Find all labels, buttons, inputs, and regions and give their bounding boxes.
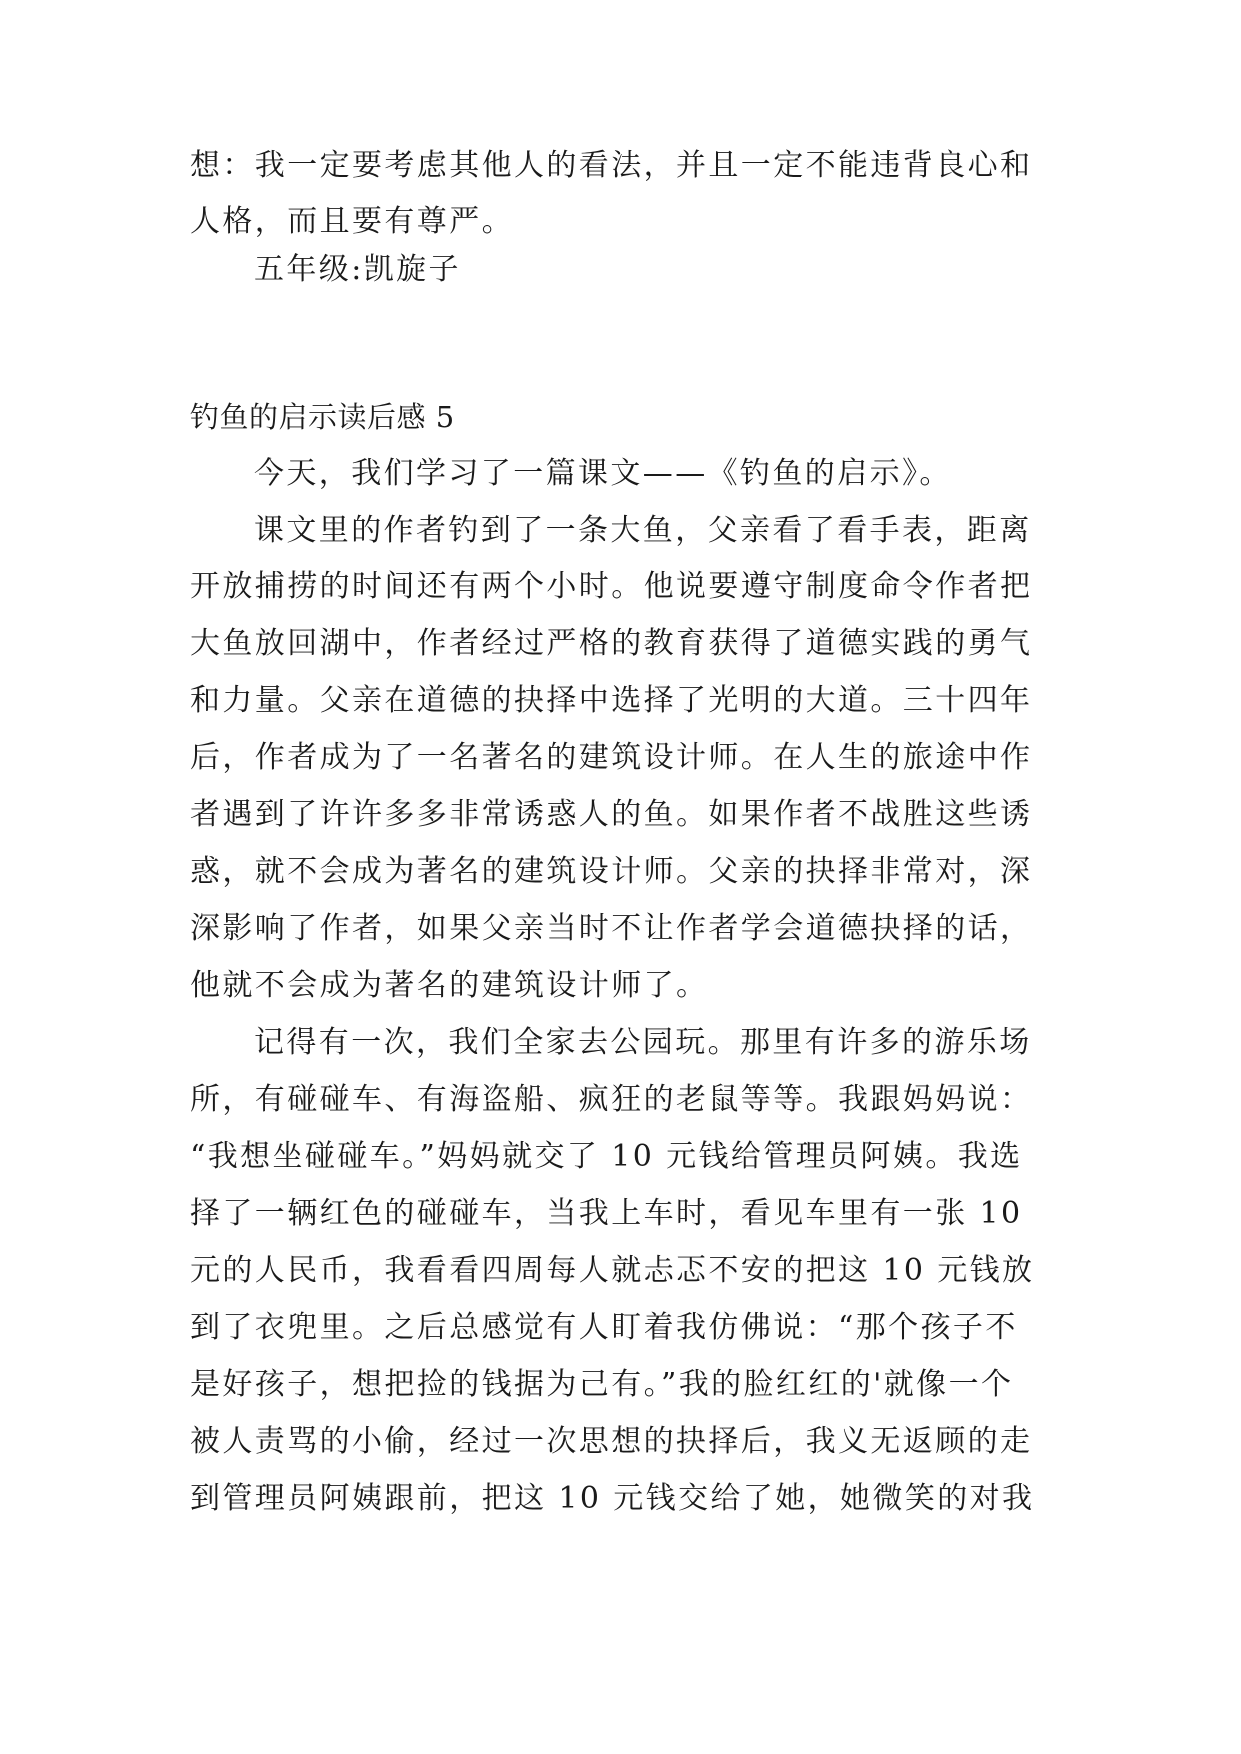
text-line: 到管理员阿姨跟前，把这 10 元钱交给了她，她微笑的对我 — [190, 1481, 1035, 1516]
text-line: 到了衣兜里。之后总感觉有人盯着我仿佛说：“那个孩子不 — [190, 1310, 1018, 1345]
text-line: 人格，而且要有尊严。 — [190, 204, 514, 239]
section-heading: 钓鱼的启示读后感 5 — [190, 400, 455, 434]
text-line: 大鱼放回湖中，作者经过严格的教育获得了道德实践的勇气 — [190, 626, 1033, 661]
text-line: 择了一辆红色的碰碰车，当我上车时，看见车里有一张 10 — [190, 1196, 1023, 1231]
text-line: 后，作者成为了一名著名的建筑设计师。在人生的旅途中作 — [190, 740, 1033, 775]
text-line: 是好孩子，想把捡的钱据为己有。”我的脸红红的'就像一个 — [190, 1367, 1014, 1402]
text-line: 课文里的作者钓到了一条大鱼，父亲看了看手表，距离 — [254, 513, 1032, 548]
text-line: 所，有碰碰车、有海盗船、疯狂的老鼠等等。我跟妈妈说： — [190, 1082, 1033, 1117]
text-line: 想：我一定要考虑其他人的看法，并且一定不能违背良心和 — [190, 148, 1033, 183]
text-line: 和力量。父亲在道德的抉择中选择了光明的大道。三十四年 — [190, 683, 1033, 718]
text-line: 开放捕捞的时间还有两个小时。他说要遵守制度命令作者把 — [190, 569, 1033, 604]
text-line: 他就不会成为著名的建筑设计师了。 — [190, 968, 709, 1003]
text-line: “我想坐碰碰车。”妈妈就交了 10 元钱给管理员阿姨。我选 — [190, 1139, 1023, 1174]
text-line: 元的人民币，我看看四周每人就忐忑不安的把这 10 元钱放 — [190, 1253, 1035, 1288]
text-line: 记得有一次，我们全家去公园玩。那里有许多的游乐场 — [254, 1025, 1032, 1060]
text-line: 深影响了作者，如果父亲当时不让作者学会道德抉择的话， — [190, 911, 1033, 946]
signature-line: 五年级:凯旋子 — [254, 252, 461, 287]
text-line: 惑，就不会成为著名的建筑设计师。父亲的抉择非常对，深 — [190, 854, 1033, 889]
text-line: 今天，我们学习了一篇课文——《钓鱼的启示》。 — [254, 456, 952, 491]
text-line: 被人责骂的小偷，经过一次思想的抉择后，我义无返顾的走 — [190, 1424, 1033, 1459]
text-line: 者遇到了许许多多非常诱惑人的鱼。如果作者不战胜这些诱 — [190, 797, 1033, 832]
